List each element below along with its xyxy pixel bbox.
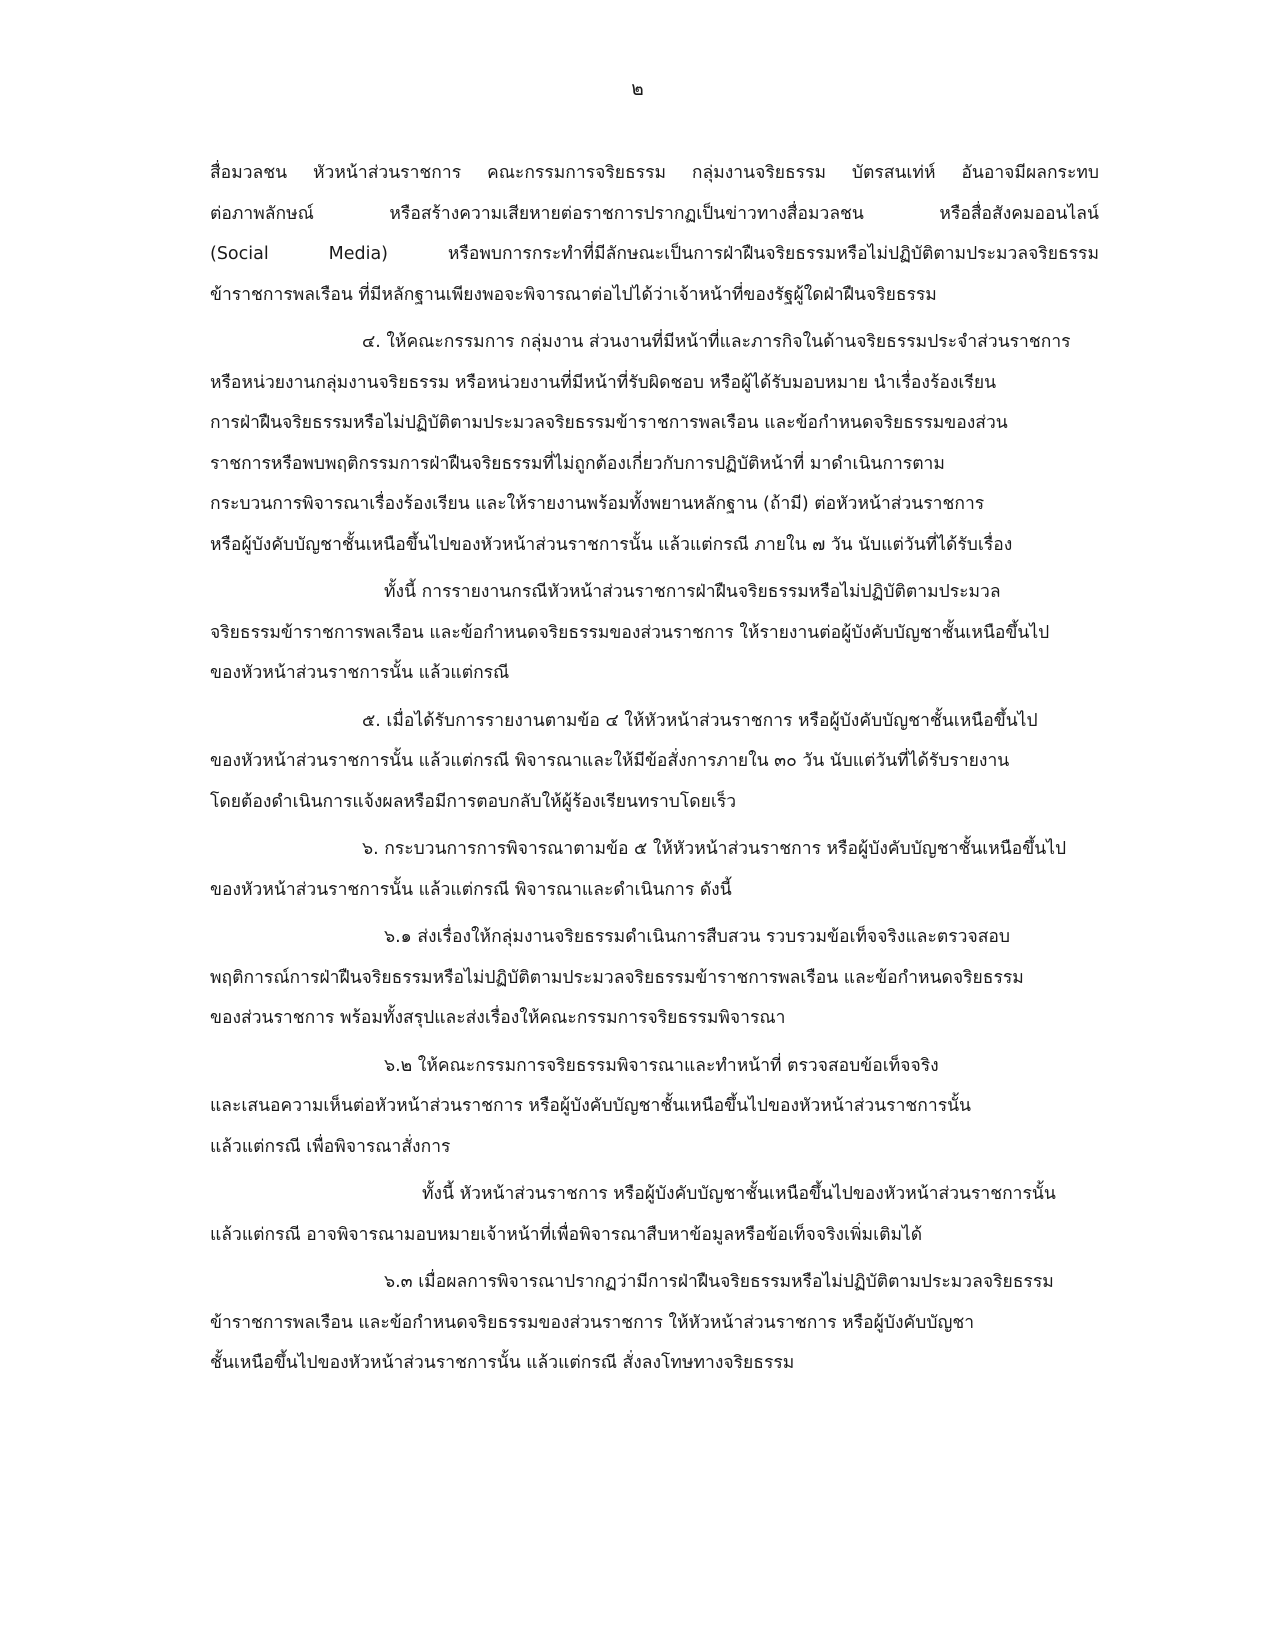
text-line: ๖.๒ ให้คณะกรรมการจริยธรรมพิจารณาและทำหน้าที่ ตรวจสอบข้อเท็จจริง bbox=[384, 1055, 939, 1076]
text-line: สื่อมวลชน หัวหน้าส่วนราชการ คณะกรรมการจริยธรรม กลุ่มงานจริยธรรม บัตรสนเท่ห์ อันอาจมีผลกระทบ bbox=[210, 163, 1099, 183]
text-line: ข้าราชการพลเรือน และข้อกำหนดจริยธรรมของส่วนราชการ ให้หัวหน้าส่วนราชการ หรือผู้บังคับบัญชา bbox=[210, 1312, 975, 1333]
text-line: ของหัวหน้าส่วนราชการนั้น แล้วแต่กรณี bbox=[210, 663, 510, 683]
text-line: การฝ่าฝืนจริยธรรมหรือไม่ปฏิบัติตามประมวลจริยธรรมข้าราชการพลเรือน และข้อกำหนดจริยธรรมของส่วน bbox=[210, 413, 1008, 433]
text-line: ๖.๑ ส่งเรื่องให้กลุ่มงานจริยธรรมดำเนินการสืบสวน รวบรวมข้อเท็จจริงและตรวจสอบ bbox=[384, 927, 1011, 947]
text-line: ทั้งนี้ หัวหน้าส่วนราชการ หรือผู้บังคับบัญชาชั้นเหนือขึ้นไปของหัวหน้าส่วนราชการนั้น bbox=[422, 1184, 1056, 1204]
text-line: กระบวนการพิจารณาเรื่องร้องเรียน และให้รายงานพร้อมทั้งพยานหลักฐาน (ถ้ามี) ต่อหัวหน้าส่วนราชการ bbox=[210, 494, 985, 514]
paragraph-clause-5 bbox=[210, 701, 1099, 823]
text-line: หรือหน่วยงานกลุ่มงานจริยธรรม หรือหน่วยงานที่มีหน้าที่รับผิดชอบ หรือผู้ได้รับมอบหมาย นำเรื่องร้องเรียน bbox=[210, 372, 997, 393]
text-line: ราชการหรือพบพฤติกรรมการฝ่าฝืนจริยธรรมที่ไม่ถูกต้องเกี่ยวกับการปฏิบัติหน้าที่ มาดำเนินการตาม bbox=[210, 453, 945, 474]
paragraph-clause-6 bbox=[210, 829, 1099, 910]
paragraph-clause-4 bbox=[210, 322, 1099, 565]
text-line: แล้วแต่กรณี เพื่อพิจารณาสั่งการ bbox=[210, 1136, 451, 1157]
page-number: ๒ bbox=[631, 78, 644, 100]
text-line: ของส่วนราชการ พร้อมทั้งสรุปและส่งเรื่องให้คณะกรรมการจริยธรรมพิจารณา bbox=[210, 1008, 786, 1028]
text-line: ๕. เมื่อได้รับการรายงานตามข้อ ๔ ให้หัวหน้าส่วนราชการ หรือผู้บังคับบัญชาชั้นเหนือขึ้นไป bbox=[362, 710, 1038, 731]
paragraph-clause-4-note bbox=[210, 572, 1099, 694]
text-line: แล้วแต่กรณี อาจพิจารณามอบหมายเจ้าหน้าที่เพื่อพิจารณาสืบหาข้อมูลหรือข้อเท็จจริงเพิ่มเติมได้ bbox=[210, 1224, 923, 1245]
paragraph-continuation bbox=[210, 153, 1099, 315]
text-line: ๖. กระบวนการการพิจารณาตามข้อ ๕ ให้หัวหน้าส่วนราชการ หรือผู้บังคับบัญชาชั้นเหนือขึ้นไป bbox=[362, 839, 1067, 859]
text-line: ชั้นเหนือขึ้นไปของหัวหน้าส่วนราชการนั้น แล้วแต่กรณี สั่งลงโทษทางจริยธรรม bbox=[210, 1353, 795, 1373]
paragraph-clause-6-2-note bbox=[210, 1174, 1099, 1255]
text-line: ๖.๓ เมื่อผลการพิจารณาปรากฏว่ามีการฝ่าฝืนจริยธรรมหรือไม่ปฏิบัติตามประมวลจริยธรรม bbox=[384, 1272, 1054, 1292]
paragraph-clause-6-3 bbox=[210, 1262, 1099, 1384]
text-line: ของหัวหน้าส่วนราชการนั้น แล้วแต่กรณี พิจารณาและให้มีข้อสั่งการภายใน ๓๐ วัน นับแต่วันที่ได้รับรายงาน bbox=[210, 751, 1010, 771]
text-line: โดยต้องดำเนินการแจ้งผลหรือมีการตอบกลับให้ผู้ร้องเรียนทราบโดยเร็ว bbox=[210, 791, 737, 812]
paragraph-clause-6-2 bbox=[210, 1046, 1099, 1168]
text-line: ต่อภาพลักษณ์ หรือสร้างความเสียหายต่อราชการปรากฏเป็นข่าวทางสื่อมวลชน หรือสื่อสังคมออนไลน์ bbox=[210, 203, 1099, 224]
text-line: (Social Media) หรือพบการกระทำที่มีลักษณะเป็นการฝ่าฝืนจริยธรรมหรือไม่ปฏิบัติตามประมวลจริยธรรม bbox=[210, 244, 1099, 264]
document-body bbox=[210, 153, 1099, 1384]
text-line: จริยธรรมข้าราชการพลเรือน และข้อกำหนดจริยธรรมของส่วนราชการ ให้รายงานต่อผู้บังคับบัญชาชั้นเหนือขึ้นไป bbox=[210, 622, 1050, 643]
text-line: หรือผู้บังคับบัญชาชั้นเหนือขึ้นไปของหัวหน้าส่วนราชการนั้น แล้วแต่กรณี ภายใน ๗ วัน นับแต่วันที่ได้รับเรื่อง bbox=[210, 534, 1013, 555]
text-line: ๔. ให้คณะกรรมการ กลุ่มงาน ส่วนงานที่มีหน้าที่และภารกิจในด้านจริยธรรมประจำส่วนราชการ bbox=[362, 332, 1071, 352]
text-line: และเสนอความเห็นต่อหัวหน้าส่วนราชการ หรือผู้บังคับบัญชาชั้นเหนือขึ้นไปของหัวหน้าส่วนราชการนั้น bbox=[210, 1096, 972, 1116]
paragraph-clause-6-1 bbox=[210, 917, 1099, 1039]
text-line: ทั้งนี้ การรายงานกรณีหัวหน้าส่วนราชการฝ่าฝืนจริยธรรมหรือไม่ปฏิบัติตามประมวล bbox=[384, 582, 1001, 602]
text-line: พฤติการณ์การฝ่าฝืนจริยธรรมหรือไม่ปฏิบัติตามประมวลจริยธรรมข้าราชการพลเรือน และข้อกำหนดจริยธรรม bbox=[210, 967, 1024, 988]
text-line: ข้าราชการพลเรือน ที่มีหลักฐานเพียงพอจะพิจารณาต่อไปได้ว่าเจ้าหน้าที่ของรัฐผู้ใดฝ่าฝืนจริยธรรม bbox=[210, 284, 937, 305]
text-line: ของหัวหน้าส่วนราชการนั้น แล้วแต่กรณี พิจารณาและดำเนินการ ดังนี้ bbox=[210, 879, 732, 900]
